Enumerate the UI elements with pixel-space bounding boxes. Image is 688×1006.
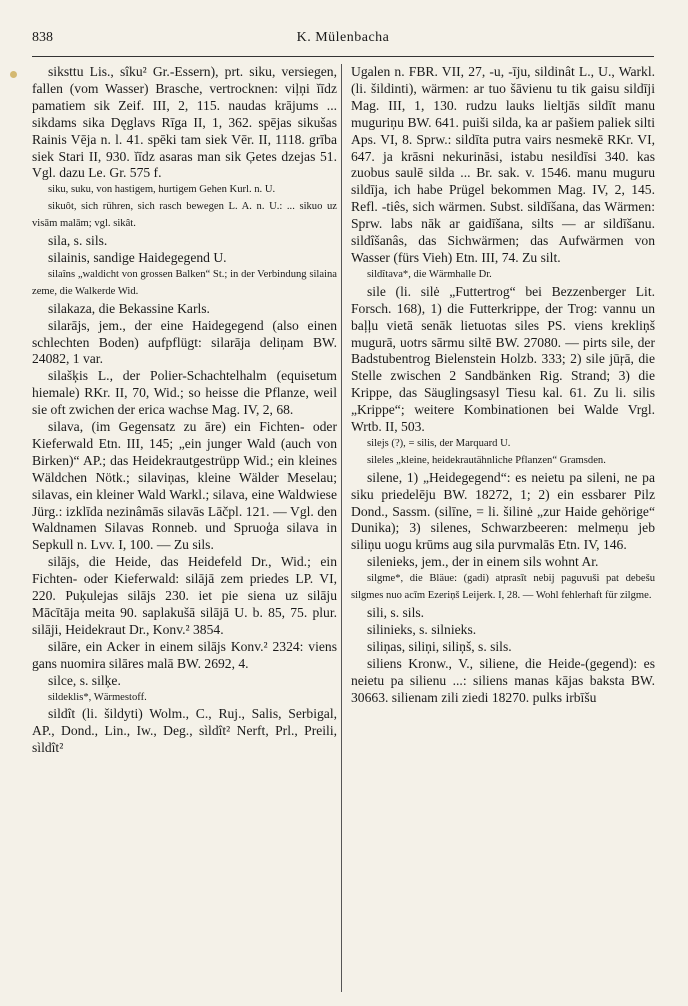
entry-siliens: siliens Kronw., V., siliene, die Heide-(gegend): es neietu pa silienu ...: siliens manas kājas baksta BW. 30663. silienam zili ziedi 18270. pulks irbīšu: [351, 655, 655, 705]
entry-sile: sile (li. silė „Futtertrog“ bei Bezzenberger Lit. Forsch. 168), 1) die Futterkrippe, der Trog: vannu un baļļu vietā senāk lietuotas siles PS. viens krekliņš mugurā, uotrs sārmu siltē BW. 27080. — pirts sile, der Badstubentrog Bielenstein Holzb. 333; 2) sile jūŗā, die Stelle zwischen 2 Sandbänken Rig. Strand; 3) die Krippe, das Säuglingsasyl Tiesu kal. 61. Zu li. silis „Krippe“; weitere Kombinationen bei Walde Vrgl. Wrtb. II, 503.: [351, 283, 655, 435]
header-rule: [32, 56, 654, 57]
column-divider: [341, 64, 342, 992]
entry-sileles: sileles „kleine, heidekrautähnliche Pflanzen“ Gramsden.: [367, 454, 606, 466]
entry-sildeklis: sildeklis*, Wärmestoff.: [48, 691, 147, 703]
entry-silare: silāre, ein Acker in einem silājs Konv.² 2324: viens gans nuomira silāres malā BW. 2692, 4.: [32, 638, 337, 671]
marker-dot: [10, 71, 17, 78]
entry-silene: silene, 1) „Heidegegend“: es neietu pa sileni, ne pa siku priedelēju BW. 18272, 1; 2) ein essbarer Pilz Dond., Sassm. (silīne, = li. šilinė „zur Haide gehörige“ Dunika); 3) silenes, Schwarzbeeren: melmeņu jeb siliņu uogu krūms aug sila purvmalās Etn. IV, 146.: [351, 469, 655, 553]
running-title: K. Mülenbacha: [296, 30, 390, 45]
entry-silainis: silainis, sandige Haidegegend U.: [48, 249, 227, 265]
entry-sildit: sildît (li. šildyti) Wolm., C., Ruj., Salis, Serbigal, AP., Dond., Lin., Iw., Deg., sìldît² Nerft, Prl., Preili, sìldît²: [32, 706, 337, 756]
entry-silinas: siliņas, siliņi, siliņš, s. sils.: [367, 638, 512, 654]
entry-siku: siku, suku, von hastigem, hurtigem Gehen Kurl. n. U.: [48, 184, 276, 196]
entry-sildit-cont: Ugalen n. FBR. VII, 27, -u, -īju, sildinât L., U., Warkl. (li. šildinti), wärmen: ar tuo šāvienu tu tik gaisu sildīji Mag. III, 1, 130. rudzu lauks lieltjās sildīt manu muguriņu BW. 641. puiši silda, ka ar pašiem paliek silti Aps. VI, 8. Sprw.: sildīta putra vairs nesmekē RKr. VI, 647. ja krāsni nekurināsi, istabu nesildīsi 340. kas zuobus saulē silda ... Br. sak. v. 1546. manu muguru sildīja, ich habe Prügel bekommen Mag. IV, 2, 145. Refl. -tiês, sich wärmen. Subst. sildīšana, das Wärmen: Sprw. labs nāk ar gaidīšana, silts — ar sildīšanu. sildîšanâs, das Sichwärmen; das Aufwärmen von Wasser (fürs Vieh) Etn. III, 74. Zu silt.: [351, 64, 655, 265]
right-column: [351, 64, 655, 706]
left-column: [32, 64, 337, 757]
entry-silenieks: silenieks, jem., der in einem sils wohnt Ar.: [367, 554, 599, 570]
entry-sikuot: sikuôt, sich rühren, sich rasch bewegen L. A. n. U.: ... sikuo uz visām malām; vgl. sikât.: [32, 201, 337, 230]
entry-silajs: silājs, die Heide, das Heidefeld Dr., Wid.; ein Fichten- oder Kieferwald: silājā zem priedes LP. VI, 220. Puķulejas silājs 230. iet pie siena uz silāju Mācītāja meita 90. saplakušā silājā U. b. 85, 75. plur. silāji, Heidekraut Dr., Konv.² 3854.: [32, 554, 337, 637]
entry-silinieks: silinieks, s. silnieks.: [367, 621, 477, 637]
entry-silce: silce, s. silķe.: [48, 672, 121, 688]
entry-silains: silaîns „waldicht von grossen Balken“ St.; in der Verbindung silaina zeme, die Walkerde Wid.: [32, 268, 337, 297]
page-header: [32, 30, 654, 52]
entry-silaskis: silašķis L., der Polier-Schachtelhalm (equisetum hiemale) RKr. II, 70, Wid.; so heisse die Pflanze, weil sie oft zwichen der erica wachse Mag. IV, 2, 68.: [32, 368, 337, 418]
entry-sili: sili, s. sils.: [367, 605, 425, 620]
entry-silarajs: silarājs, jem., der eine Haidegegend (also einen schlechten Boden) aufpflügt: silarāja deliņam BW. 24082, 1 var.: [32, 317, 337, 367]
entry-sikst: siksttu Lis., sîku² Gr.-Essern), prt. siku, versiegen, fallen (vom Wasser) Brasche, vertrocknen: viļņi ĭīdz pamatiem sik Zeif. III, 2, 115. naudas krājums ... sikdams sika Dęglavs Rīga II, 1, 362. spējas sikušas Rainis Vēja n. l. 41. spēki tam siek Vēr. II, 1118. grība siek Stari II, 930. ĭīdz asaras man sik Ģetes dzejas 51. Vgl. dazu Le. Gr. 575 f.: [32, 64, 337, 181]
entry-silakaza: silakaza, die Bekassine Karls.: [48, 300, 210, 316]
entry-silgme: silgme*, die Bläue: (gadi) atprasīt nebij paguvuši pat debešu silgmes nuo acīm Ezeriņš Leijerk. I, 28. — Wohl fehlerhaft für zilgme.: [351, 573, 655, 602]
entry-silava: silava, (im Gegensatz zu āre) ein Fichten- oder Kieferwald Etn. III, 145; „ein junger Wald (auch von Birken)“ AP.; das Heidekrautgestrüpp Wid.; ein kleines Wäldchen Nötk.; silaviņas, kleine Wälder Meselau; silavas, ein kleiner Wald Warkl.; silava, eine Waldwiese Jürg.: izklīda nezinâmās silavās Lāčpl. 121. — Vgl. den Waldnamen Silavas Ronneb. und Spruoģa silava in Sepkull n. Lvv. I, 100. — Zu sils.: [32, 419, 337, 553]
entry-sila: sila, s. sils.: [48, 233, 108, 249]
entry-silejs: silejs (?), = silis, der Marquard U.: [367, 437, 511, 449]
entry-silditava: sildîtava*, die Wärmhalle Dr.: [367, 268, 492, 280]
page-number: 838: [32, 30, 53, 45]
